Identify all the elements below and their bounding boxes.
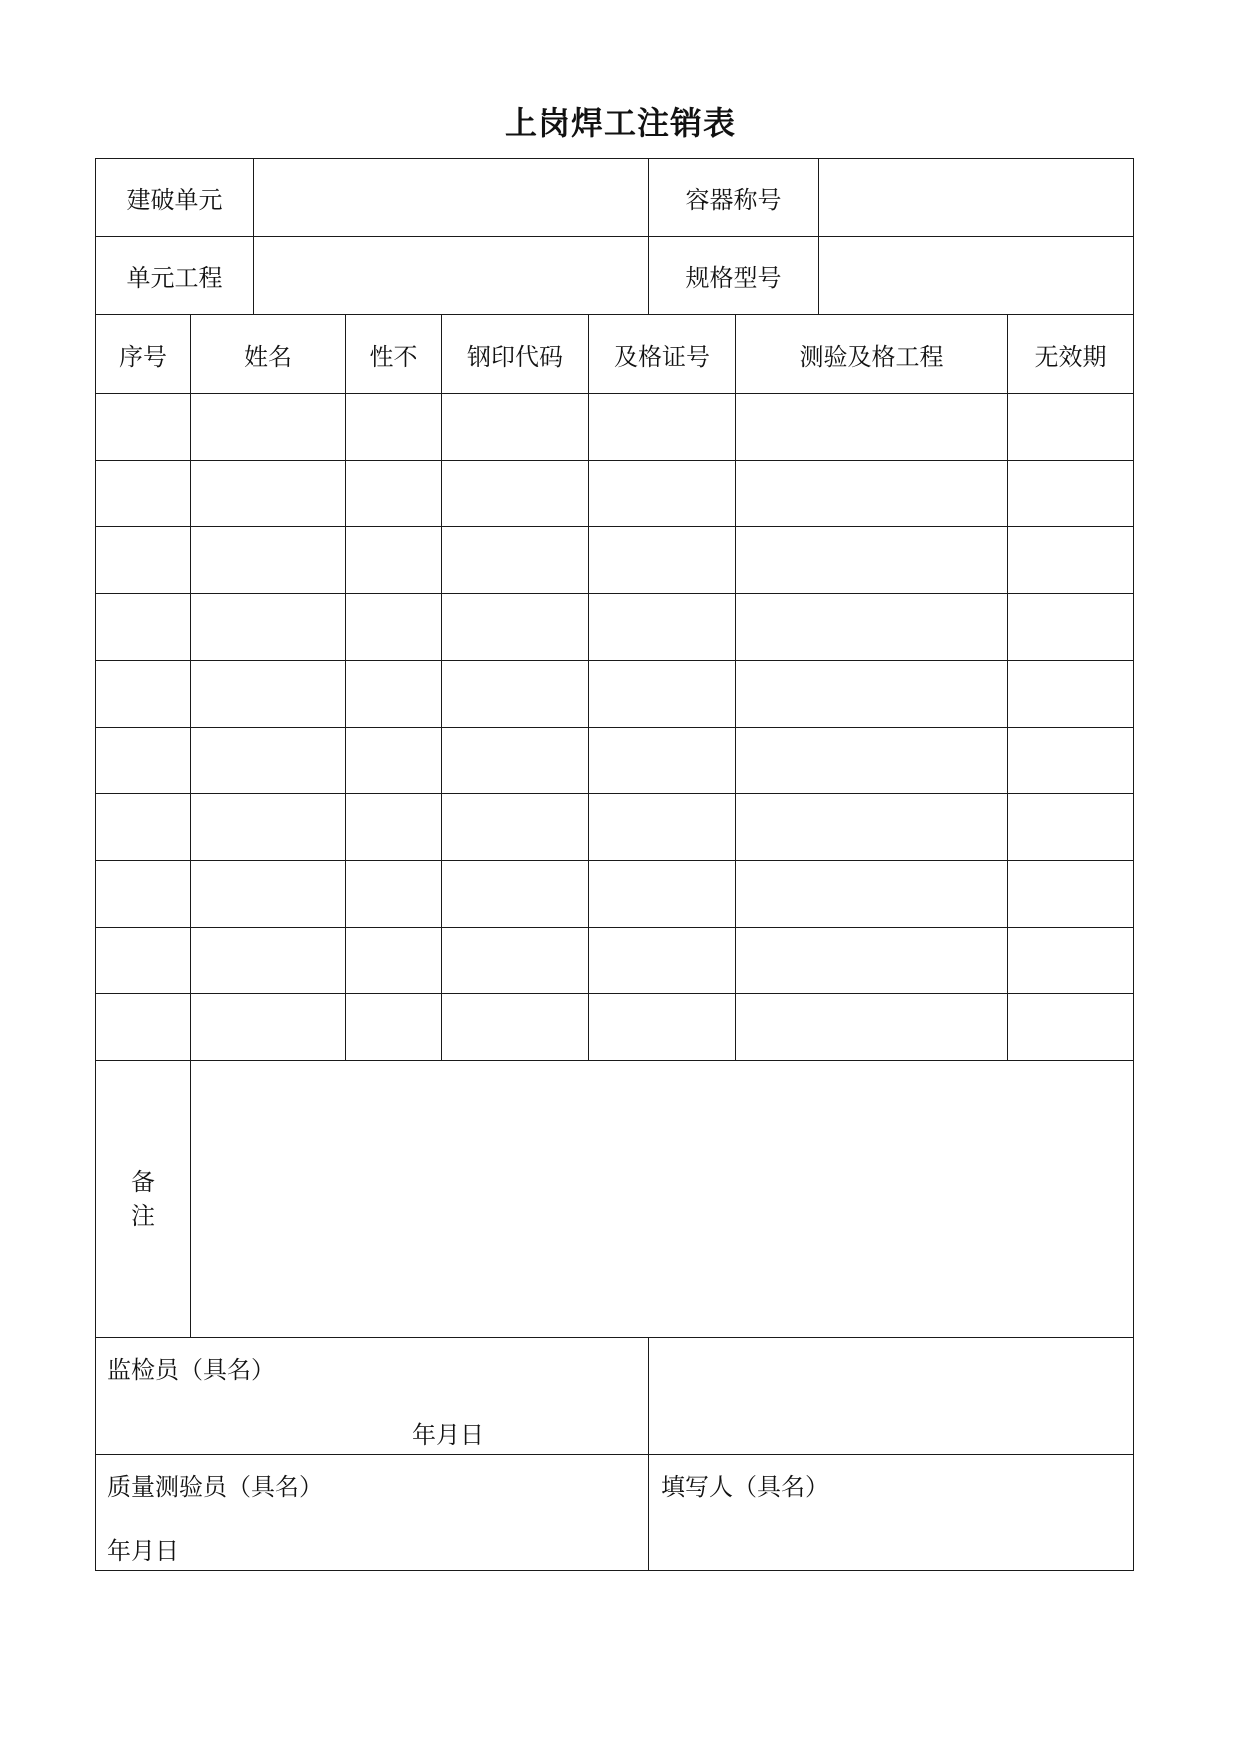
table-cell-name[interactable] (191, 994, 346, 1061)
table-cell-validity-period[interactable] (1008, 994, 1134, 1061)
model-spec-field[interactable] (819, 237, 1134, 315)
remarks-field[interactable] (191, 1061, 1134, 1338)
table-cell-certificate-number[interactable] (589, 527, 736, 594)
column-header-validity-period: 无效期 (1008, 315, 1134, 394)
table-cell-gender[interactable] (346, 394, 442, 461)
column-header-gender: 性不 (346, 315, 442, 394)
table-cell-certificate-number[interactable] (589, 928, 736, 994)
table-cell-name[interactable] (191, 527, 346, 594)
table-cell-stamp-code[interactable] (442, 527, 589, 594)
table-cell-gender[interactable] (346, 461, 442, 527)
table-cell-name[interactable] (191, 928, 346, 994)
table-cell-gender[interactable] (346, 527, 442, 594)
table-cell-serial[interactable] (95, 861, 191, 928)
table-cell-certificate-number[interactable] (589, 461, 736, 527)
table-cell-validity-period[interactable] (1008, 928, 1134, 994)
table-cell-gender[interactable] (346, 794, 442, 861)
table-cell-gender[interactable] (346, 861, 442, 928)
quality-inspector-signature-label: 质量测验员（具名） (107, 1473, 323, 1501)
table-cell-name[interactable] (191, 794, 346, 861)
table-cell-validity-period[interactable] (1008, 594, 1134, 661)
table-cell-name[interactable] (191, 461, 346, 527)
table-cell-stamp-code[interactable] (442, 394, 589, 461)
table-cell-qualified-items[interactable] (736, 394, 1008, 461)
inspector-signature-date: 年月日 (412, 1421, 484, 1449)
table-cell-gender[interactable] (346, 994, 442, 1061)
table-cell-name[interactable] (191, 861, 346, 928)
construction-unit-label: 建破单元 (95, 158, 254, 237)
table-cell-stamp-code[interactable] (442, 594, 589, 661)
construction-unit-field[interactable] (254, 158, 649, 237)
table-cell-certificate-number[interactable] (589, 861, 736, 928)
table-cell-name[interactable] (191, 661, 346, 728)
form-title: 上岗焊工注销表 (504, 104, 736, 142)
table-cell-qualified-items[interactable] (736, 994, 1008, 1061)
table-cell-serial[interactable] (95, 661, 191, 728)
filler-signature-label: 填写人（具名） (661, 1473, 829, 1501)
table-cell-validity-period[interactable] (1008, 794, 1134, 861)
table-cell-serial[interactable] (95, 394, 191, 461)
table-cell-validity-period[interactable] (1008, 394, 1134, 461)
table-cell-qualified-items[interactable] (736, 728, 1008, 794)
table-cell-qualified-items[interactable] (736, 928, 1008, 994)
remarks-label-line-1: 备 (131, 1168, 155, 1196)
blank-signature-box[interactable] (649, 1338, 1134, 1455)
column-header-serial: 序号 (95, 315, 191, 394)
table-cell-qualified-items[interactable] (736, 861, 1008, 928)
table-cell-stamp-code[interactable] (442, 861, 589, 928)
column-header-stamp-code: 钢印代码 (442, 315, 589, 394)
table-cell-stamp-code[interactable] (442, 994, 589, 1061)
table-cell-certificate-number[interactable] (589, 994, 736, 1061)
quality-inspector-signature-date: 年月日 (107, 1537, 179, 1565)
vessel-name-label: 容器称号 (649, 158, 819, 237)
table-cell-serial[interactable] (95, 794, 191, 861)
table-cell-stamp-code[interactable] (442, 461, 589, 527)
table-cell-gender[interactable] (346, 928, 442, 994)
table-cell-serial[interactable] (95, 994, 191, 1061)
remarks-label (95, 1061, 191, 1338)
table-cell-certificate-number[interactable] (589, 728, 736, 794)
table-cell-serial[interactable] (95, 594, 191, 661)
table-cell-gender[interactable] (346, 594, 442, 661)
inspector-signature-label: 监检员（具名） (107, 1356, 275, 1384)
table-cell-name[interactable] (191, 594, 346, 661)
table-cell-validity-period[interactable] (1008, 527, 1134, 594)
table-cell-name[interactable] (191, 394, 346, 461)
table-cell-serial[interactable] (95, 461, 191, 527)
table-cell-certificate-number[interactable] (589, 661, 736, 728)
table-cell-serial[interactable] (95, 728, 191, 794)
table-cell-stamp-code[interactable] (442, 661, 589, 728)
column-header-name: 姓名 (191, 315, 346, 394)
deregistration-form (95, 158, 1134, 1571)
table-cell-certificate-number[interactable] (589, 594, 736, 661)
table-cell-validity-period[interactable] (1008, 728, 1134, 794)
table-cell-serial[interactable] (95, 527, 191, 594)
table-cell-stamp-code[interactable] (442, 794, 589, 861)
table-cell-certificate-number[interactable] (589, 394, 736, 461)
table-cell-gender[interactable] (346, 728, 442, 794)
table-cell-serial[interactable] (95, 928, 191, 994)
table-cell-name[interactable] (191, 728, 346, 794)
model-spec-label: 规格型号 (649, 237, 819, 315)
table-cell-stamp-code[interactable] (442, 728, 589, 794)
table-cell-validity-period[interactable] (1008, 861, 1134, 928)
table-cell-qualified-items[interactable] (736, 527, 1008, 594)
table-cell-qualified-items[interactable] (736, 794, 1008, 861)
unit-project-label: 单元工程 (95, 237, 254, 315)
remarks-label-line-2: 注 (131, 1202, 155, 1230)
column-header-qualified-items: 测验及格工程 (736, 315, 1008, 394)
table-cell-validity-period[interactable] (1008, 461, 1134, 527)
table-cell-stamp-code[interactable] (442, 928, 589, 994)
unit-project-field[interactable] (254, 237, 649, 315)
vessel-name-field[interactable] (819, 158, 1134, 237)
table-cell-qualified-items[interactable] (736, 594, 1008, 661)
table-cell-qualified-items[interactable] (736, 661, 1008, 728)
table-cell-qualified-items[interactable] (736, 461, 1008, 527)
column-header-certificate-number: 及格证号 (589, 315, 736, 394)
table-cell-validity-period[interactable] (1008, 661, 1134, 728)
table-cell-gender[interactable] (346, 661, 442, 728)
table-cell-certificate-number[interactable] (589, 794, 736, 861)
